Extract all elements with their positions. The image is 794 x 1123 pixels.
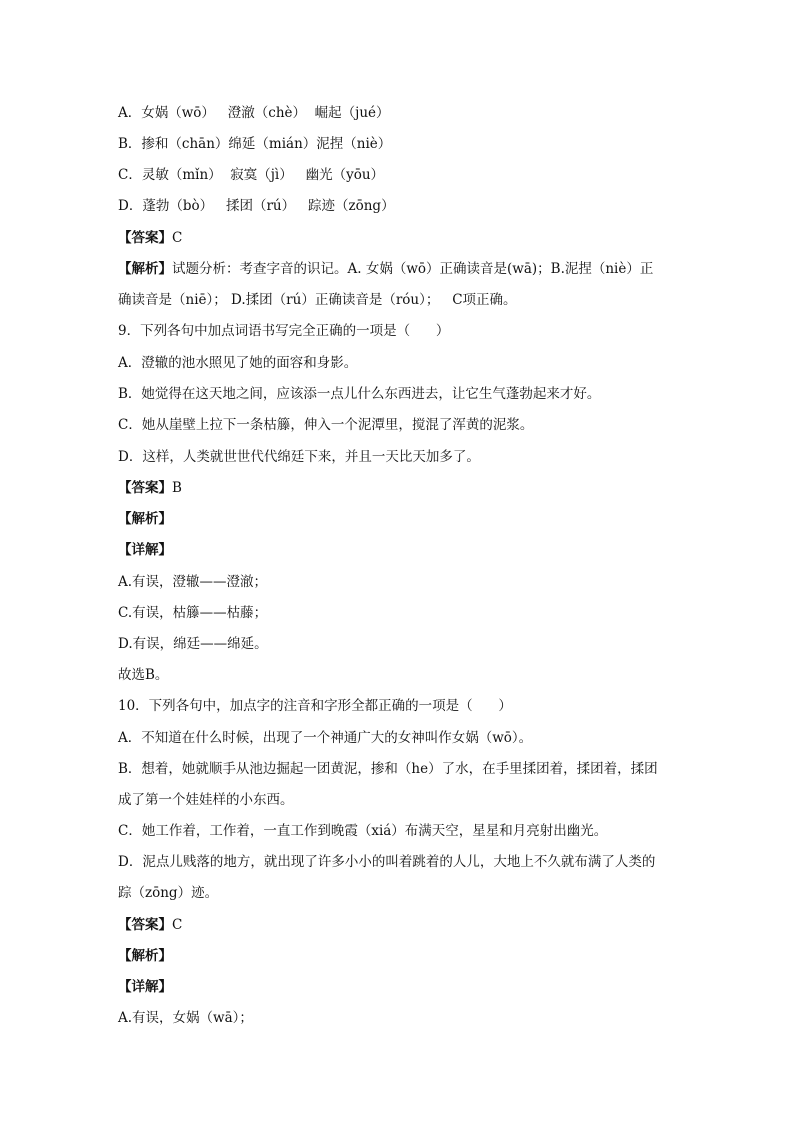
answer-value: C <box>172 917 183 933</box>
q10-option-b-line-1: B．想着，她就顺手从池边掘起一团黄泥，掺和（he）了水，在手里揉团着，揉团着，揉团 <box>118 761 658 777</box>
q10-answer <box>118 916 182 934</box>
q10-detail-label: 【详解】 <box>118 979 172 995</box>
answer-value: C <box>172 230 183 246</box>
q9-option-d: D．这样，人类就世世代代绵廷下来，并且一天比天加多了。 <box>118 449 480 465</box>
q8-option-c: C．灵敏（mǐn） 寂寞（jì） 幽光（yōu） <box>118 167 385 183</box>
q9-detail-d: D.有误，绵廷——绵延。 <box>118 636 268 652</box>
q9-option-c: C．她从崖壁上拉下一条枯籐，伸入一个泥潭里，搅混了浑黄的泥浆。 <box>118 417 534 433</box>
answer-value: B <box>172 480 182 496</box>
q10-option-d-line-2: 踪（zōng）迹。 <box>118 885 219 901</box>
q10-analysis-label: 【解析】 <box>118 948 172 964</box>
q10-option-a: A．不知道在什么时候，出现了一个神通广大的女神叫作女娲（wō）。 <box>118 730 533 746</box>
q9-analysis-label: 【解析】 <box>118 511 172 527</box>
q9-answer <box>118 479 182 497</box>
answer-label: 【答案】 <box>118 230 172 246</box>
q8-option-d: D．蓬勃（bò） 揉团（rú） 踪迹（zōng） <box>118 198 395 214</box>
q8-analysis-line-2: 确读音是（niē）； D.揉团（rú）正确读音是（róu）； C项正确。 <box>118 292 517 308</box>
q10-option-b-line-2: 成了第一个娃娃样的小东西。 <box>118 792 294 808</box>
analysis-text: 试题分析：考查字音的识记。A. 女娲（wō）正确读音是(wā)；B.泥捏（niè）正 <box>172 261 654 277</box>
q8-analysis-line-1 <box>118 260 653 278</box>
analysis-label: 【解析】 <box>118 261 172 277</box>
q9-detail-a: A.有误，澄辙——澄澈； <box>118 574 268 590</box>
q8-option-a: A．女娲（wō） 澄澈（chè） 崛起（jué） <box>118 105 390 121</box>
q10-detail-a: A.有误，女娲（wā）； <box>118 1010 253 1026</box>
q9-detail-label: 【详解】 <box>118 542 172 558</box>
q8-option-b: B．掺和（chān）绵延（mián）泥捏（niè） <box>118 136 392 152</box>
q9-stem: 9．下列各句中加点词语书写完全正确的一项是（ ） <box>118 323 450 339</box>
q9-detail-c: C.有误，枯籐——枯藤； <box>118 605 268 621</box>
answer-label: 【答案】 <box>118 917 172 933</box>
q8-answer <box>118 229 182 247</box>
q9-option-b: B．她觉得在这天地之间，应该添一点儿什么东西进去，让它生气蓬勃起来才好。 <box>118 386 601 402</box>
q10-option-c: C．她工作着，工作着，一直工作到晚霞（xiá）布满天空，星星和月亮射出幽光。 <box>118 823 608 839</box>
q9-option-a: A．澄辙的池水照见了她的面容和身影。 <box>118 355 358 371</box>
q10-stem: 10．下列各句中，加点字的注音和字形全都正确的一项是（ ） <box>118 698 512 714</box>
q9-conclusion: 故选B。 <box>118 667 169 683</box>
answer-label: 【答案】 <box>118 480 172 496</box>
q10-option-d-line-1: D．泥点儿贱落的地方，就出现了许多小小的叫着跳着的人儿，大地上不久就布满了人类的 <box>118 854 656 870</box>
